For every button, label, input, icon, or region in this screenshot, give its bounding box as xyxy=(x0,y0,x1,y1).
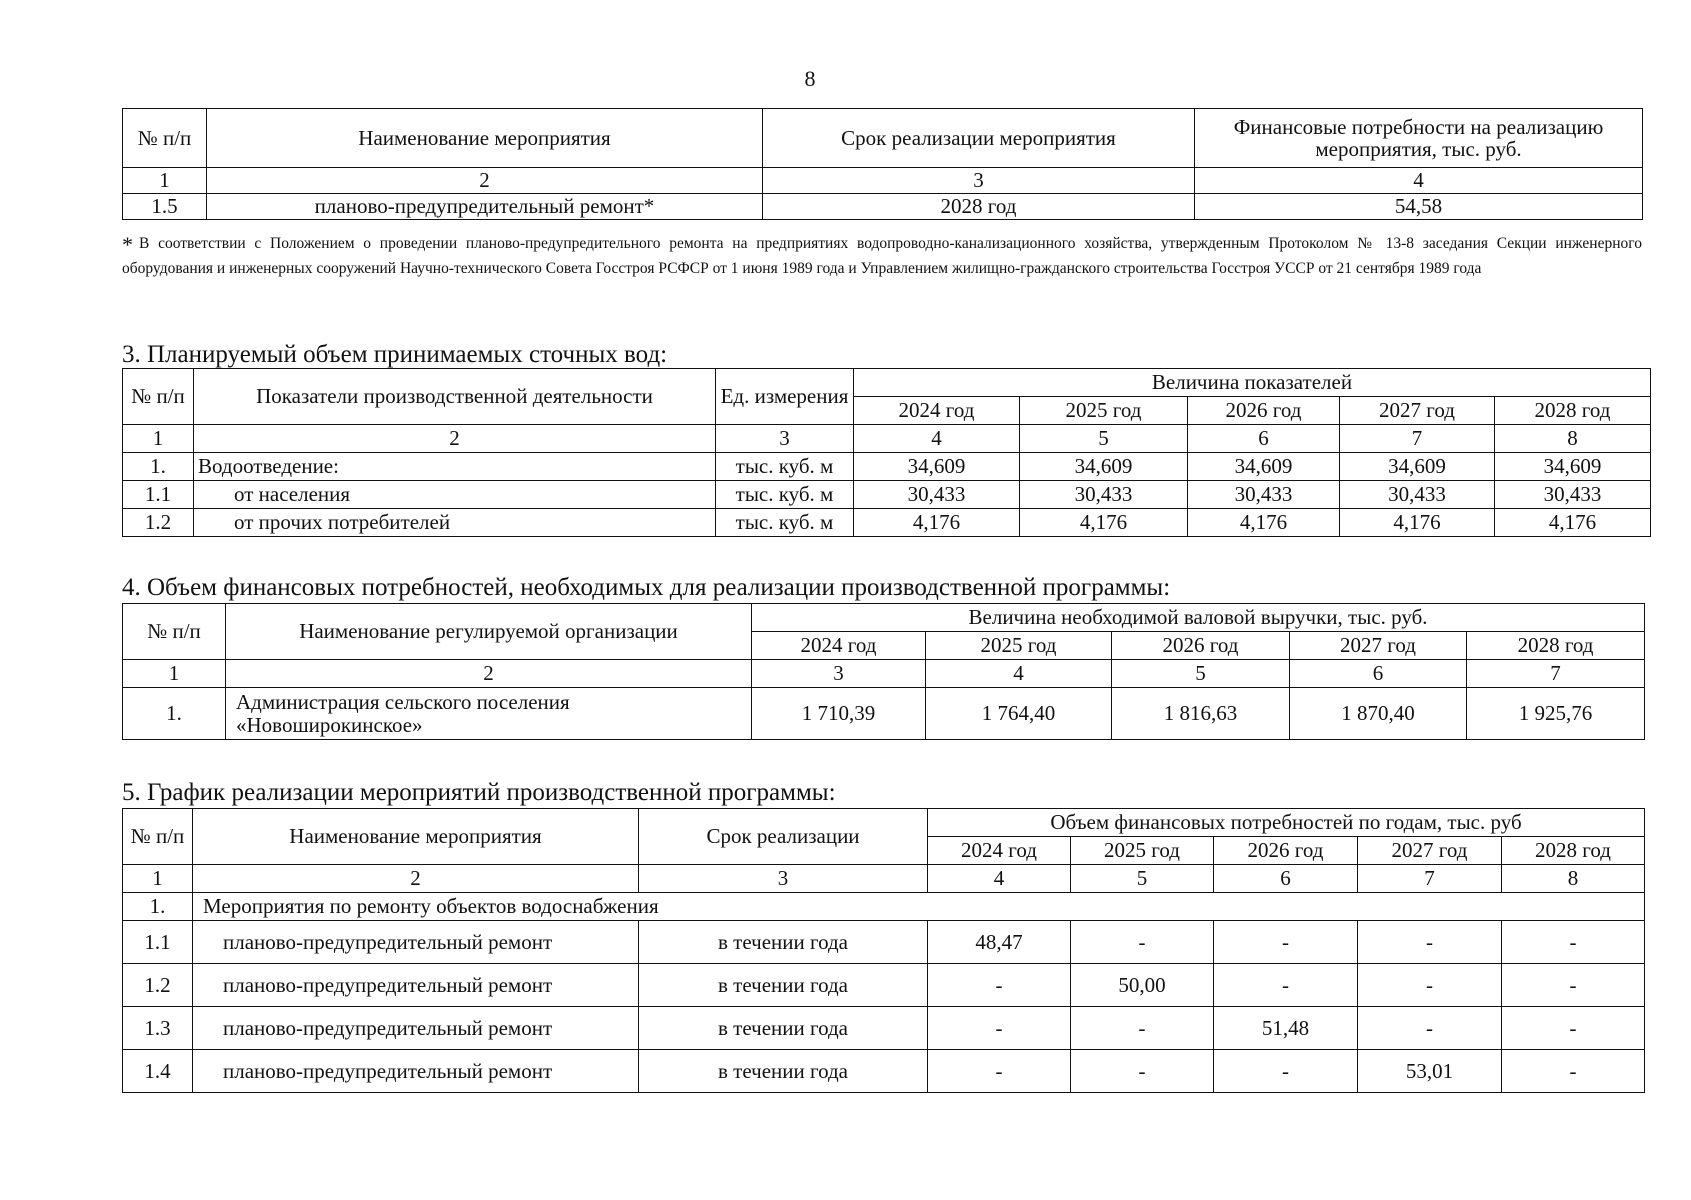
value-cell: 30,433 xyxy=(854,481,1020,509)
value-cell: 51,48 xyxy=(1214,1007,1358,1050)
value-cell: - xyxy=(1358,921,1502,964)
column-number: 7 xyxy=(1358,865,1502,893)
value-cell: 34,609 xyxy=(854,453,1020,481)
header-cell: Наименование регулируемой организации xyxy=(226,604,752,660)
value-cell: 1 764,40 xyxy=(926,688,1112,740)
value-cell: 34,609 xyxy=(1495,453,1651,481)
unit-cell: тыс. куб. м xyxy=(716,481,854,509)
value-cell: - xyxy=(1214,1050,1358,1093)
header-cell: № п/п xyxy=(123,369,194,425)
value-cell: 53,01 xyxy=(1358,1050,1502,1093)
year-header: 2025 год xyxy=(1020,397,1188,425)
value-cell: 30,433 xyxy=(1495,481,1651,509)
activity-term: в течении года xyxy=(639,921,928,964)
value-cell: 30,433 xyxy=(1020,481,1188,509)
column-numbering-row xyxy=(123,168,1643,194)
row-number: 1.4 xyxy=(123,1050,193,1093)
header-cell: № п/п xyxy=(123,604,226,660)
value-cell: 1 710,39 xyxy=(752,688,926,740)
value-cell: 34,609 xyxy=(1188,453,1340,481)
table-row xyxy=(123,921,1645,964)
column-number: 3 xyxy=(752,660,926,688)
row-number: 1. xyxy=(123,453,194,481)
header-cell: Срок реализации мероприятия xyxy=(763,109,1195,168)
year-header: 2025 год xyxy=(1071,837,1214,865)
activity-term: в течении года xyxy=(639,1007,928,1050)
table-row xyxy=(123,509,1651,537)
column-number: 5 xyxy=(1112,660,1290,688)
column-numbering-row xyxy=(123,660,1645,688)
column-number: 2 xyxy=(226,660,752,688)
activity-term: 2028 год xyxy=(763,194,1195,220)
row-number: 1.2 xyxy=(123,509,194,537)
indicator-name: от населения xyxy=(194,481,716,509)
activity-name: планово-предупредительный ремонт xyxy=(193,1007,639,1050)
year-header: 2028 год xyxy=(1495,397,1651,425)
value-cell: 4,176 xyxy=(1340,509,1495,537)
row-number: 1.2 xyxy=(123,964,193,1007)
header-cell: № п/п xyxy=(123,109,207,168)
table-header-row xyxy=(123,109,1643,168)
table-row xyxy=(123,194,1643,220)
year-header: 2026 год xyxy=(1188,397,1340,425)
section-title: 4. Объем финансовых потребностей, необходимых для реализации производственной программы: xyxy=(122,574,1171,601)
section-title: 3. Планируемый объем принимаемых сточных вод: xyxy=(122,341,668,368)
header-cell: Ед. измерения xyxy=(716,369,854,425)
section-title: 5. График реализации мероприятий производственной программы: xyxy=(122,779,836,806)
year-header: 2027 год xyxy=(1290,632,1467,660)
column-number: 4 xyxy=(928,865,1071,893)
column-number: 4 xyxy=(926,660,1112,688)
column-number: 2 xyxy=(207,168,763,194)
value-cell: - xyxy=(1071,1007,1214,1050)
value-cell: - xyxy=(1214,921,1358,964)
year-header: 2025 год xyxy=(926,632,1112,660)
row-number: 1.5 xyxy=(123,194,207,220)
header-group-cell: Величина показателей xyxy=(854,369,1651,397)
column-number: 4 xyxy=(854,425,1020,453)
indicator-name: Водоотведение: xyxy=(194,453,716,481)
year-header: 2027 год xyxy=(1340,397,1495,425)
header-cell: Наименование мероприятия xyxy=(207,109,763,168)
value-cell: 34,609 xyxy=(1020,453,1188,481)
row-number: 1.1 xyxy=(123,481,194,509)
column-number: 5 xyxy=(1071,865,1214,893)
table-header-row xyxy=(123,809,1645,837)
year-header: 2028 год xyxy=(1467,632,1645,660)
column-number: 6 xyxy=(1188,425,1340,453)
value-cell: - xyxy=(1214,964,1358,1007)
year-header: 2026 год xyxy=(1214,837,1358,865)
column-number: 3 xyxy=(763,168,1195,194)
year-header: 2027 год xyxy=(1358,837,1502,865)
table-row xyxy=(123,453,1651,481)
table-row xyxy=(123,964,1645,1007)
column-number: 7 xyxy=(1340,425,1495,453)
value-cell: 4,176 xyxy=(1495,509,1651,537)
column-number: 8 xyxy=(1502,865,1645,893)
column-number: 1 xyxy=(123,865,193,893)
column-number: 4 xyxy=(1195,168,1643,194)
page-number: 8 xyxy=(804,66,816,91)
value-cell: 1 925,76 xyxy=(1467,688,1645,740)
value-cell: 30,433 xyxy=(1188,481,1340,509)
value-cell: - xyxy=(1071,921,1214,964)
activity-name: планово-предупредительный ремонт* xyxy=(207,194,763,220)
header-cell: Показатели производственной деятельности xyxy=(194,369,716,425)
value-cell: - xyxy=(1502,1050,1645,1093)
value-cell: - xyxy=(928,1050,1071,1093)
column-number: 5 xyxy=(1020,425,1188,453)
activity-name: планово-предупредительный ремонт xyxy=(193,921,639,964)
header-group-cell: Величина необходимой валовой выручки, тыс. руб. xyxy=(752,604,1645,632)
column-number: 1 xyxy=(123,660,226,688)
value-cell: 1 816,63 xyxy=(1112,688,1290,740)
value-cell: 30,433 xyxy=(1340,481,1495,509)
column-number: 3 xyxy=(639,865,928,893)
table-row xyxy=(123,688,1645,740)
table-row xyxy=(123,481,1651,509)
value-cell: - xyxy=(1358,964,1502,1007)
column-number: 2 xyxy=(193,865,639,893)
table-header-row xyxy=(123,604,1645,632)
column-number: 7 xyxy=(1467,660,1645,688)
column-numbering-row xyxy=(123,425,1651,453)
footnote-text: В соответствии с Положением о проведении планово-предупредительного ремонта на предприятиях водопроводно-канализационного хозяйства, утвержденным Протоколом № 13-8 заседания Секции инженерного оборудования и инженерных сооружений Научно-технического Совета Госстроя РСФСР от 1 июня 1989 года и Управлением жилищно-гражданского строительства Госстроя УССР от 21 сентября 1989 года xyxy=(122,235,1642,277)
value-cell: - xyxy=(1358,1007,1502,1050)
column-number: 8 xyxy=(1495,425,1651,453)
activity-term: в течении года xyxy=(639,964,928,1007)
value-cell: - xyxy=(1502,1007,1645,1050)
value-cell: 48,47 xyxy=(928,921,1071,964)
column-number: 1 xyxy=(123,425,194,453)
column-number: 1 xyxy=(123,168,207,194)
column-number: 2 xyxy=(194,425,716,453)
year-header: 2028 год xyxy=(1502,837,1645,865)
header-cell: Финансовые потребности на реализацию мероприятия, тыс. руб. xyxy=(1195,109,1643,168)
value-cell: - xyxy=(928,964,1071,1007)
row-number: 1. xyxy=(123,893,193,921)
value-cell: 50,00 xyxy=(1071,964,1214,1007)
financial-needs-table xyxy=(122,603,1645,740)
activity-amount: 54,58 xyxy=(1195,194,1643,220)
year-header: 2024 год xyxy=(854,397,1020,425)
column-number: 6 xyxy=(1214,865,1358,893)
column-number: 3 xyxy=(716,425,854,453)
header-group-cell: Объем финансовых потребностей по годам, тыс. руб xyxy=(928,809,1645,837)
unit-cell: тыс. куб. м xyxy=(716,453,854,481)
row-number: 1.1 xyxy=(123,921,193,964)
year-header: 2024 год xyxy=(752,632,926,660)
unit-cell: тыс. куб. м xyxy=(716,509,854,537)
value-cell: - xyxy=(928,1007,1071,1050)
value-cell: 4,176 xyxy=(1188,509,1340,537)
group-name: Мероприятия по ремонту объектов водоснабжения xyxy=(193,893,1645,921)
activity-name: планово-предупредительный ремонт xyxy=(193,1050,639,1093)
table-row xyxy=(123,1007,1645,1050)
organization-name: Администрация сельского поселения «Новоширокинское» xyxy=(226,688,752,740)
value-cell: - xyxy=(1502,921,1645,964)
value-cell: 4,176 xyxy=(1020,509,1188,537)
row-number: 1. xyxy=(123,688,226,740)
row-number: 1.3 xyxy=(123,1007,193,1050)
value-cell: 1 870,40 xyxy=(1290,688,1467,740)
table-header-row xyxy=(123,369,1651,397)
value-cell: 34,609 xyxy=(1340,453,1495,481)
header-cell: № п/п xyxy=(123,809,193,865)
footnote-star: * xyxy=(122,232,133,257)
schedule-table xyxy=(122,808,1645,1093)
header-cell: Срок реализации xyxy=(639,809,928,865)
value-cell: 4,176 xyxy=(854,509,1020,537)
header-cell: Наименование мероприятия xyxy=(193,809,639,865)
activity-term: в течении года xyxy=(639,1050,928,1093)
indicator-name: от прочих потребителей xyxy=(194,509,716,537)
year-header: 2026 год xyxy=(1112,632,1290,660)
activities-table-continued xyxy=(122,108,1643,220)
column-numbering-row xyxy=(123,865,1645,893)
value-cell: - xyxy=(1071,1050,1214,1093)
value-cell: - xyxy=(1502,964,1645,1007)
activity-name: планово-предупредительный ремонт xyxy=(193,964,639,1007)
wastewater-volume-table xyxy=(122,368,1651,537)
group-row xyxy=(123,893,1645,921)
table-row xyxy=(123,1050,1645,1093)
column-number: 6 xyxy=(1290,660,1467,688)
footnote xyxy=(122,232,1642,281)
year-header: 2024 год xyxy=(928,837,1071,865)
